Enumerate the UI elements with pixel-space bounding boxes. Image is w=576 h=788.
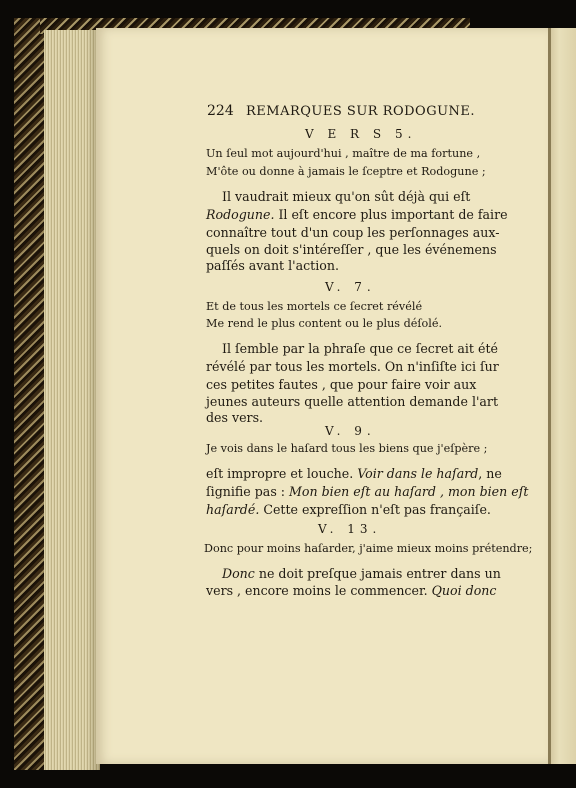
section-heading: V. 7. [325,280,376,294]
section-heading: V E R S 5. [305,127,417,141]
verse-line: Je vois dans le haſard tous les biens que j'eſpère ; [206,442,488,455]
prose-line [206,583,496,599]
italic-run: Donc [222,566,255,581]
prose-line [206,359,499,375]
text-run: Il ſemble par la phraſe que ce ſecret ait été [222,341,498,356]
prose-line [206,225,500,241]
prose-line [206,207,508,223]
italic-run: Rodogune. [206,207,275,222]
text-run: ſignifie pas : [206,484,290,499]
text-run: des vers. [206,410,264,425]
italic-run: Quoi donc [431,583,497,598]
verse-line: Un ſeul mot aujourd'hui , maître de ma fortune , [206,147,481,160]
prose-line [206,484,528,500]
section-heading: V. 13. [318,522,382,536]
prose-line [222,341,498,357]
italic-run: Mon bien eſt au haſard , mon bien eſt [289,484,529,499]
prose-line [222,566,501,582]
text-run: ne doit preſque jamais entrer dans un [254,566,501,581]
text-run: Il eſt encore plus important de faire [274,207,508,222]
text-run: Cette expreſſion n'eſt pas françaiſe. [259,502,491,517]
prose-line [206,502,491,518]
page-number: 224 [207,103,234,119]
prose-line [206,377,476,393]
italic-run: Voir dans le haſard [357,466,479,481]
verse-line: Me rend le plus content ou le plus déſolé. [206,317,443,330]
text-run: eſt impropre et louche. [206,466,358,481]
text-run: quels on doit s'intéreſſer , que les événemens [206,242,497,257]
text-run: connaître tout d'un coup les perſonnages aux- [206,225,500,240]
prose-line [206,466,502,482]
prose-line [206,242,497,258]
prose-line [206,394,498,410]
text-run: Il vaudrait mieux qu'on sût déjà qui eſt [222,189,471,204]
section-heading: V. 9. [325,424,376,438]
text-run: paſſés avant l'action. [206,258,339,273]
book-spine-binding [14,18,48,770]
verse-line: Donc pour moins haſarder, j'aime mieux moins prétendre; [204,542,533,555]
text-run: ces petites fautes , que pour faire voir aux [206,377,477,392]
text-run: vers , encore moins le commencer. [206,583,432,598]
verse-line: Et de tous les mortels ce ſecret révélé [206,300,423,313]
running-title: REMARQUES SUR RODOGUNE. [246,104,476,119]
text-run: jeunes auteurs quelle attention demande l'art [206,394,499,409]
italic-run: haſardé. [206,502,260,517]
right-page-sliver [548,28,576,764]
prose-line [206,410,263,426]
text-run: révélé par tous les mortels. On n'inſiſte ici ſur [206,359,499,374]
text-run: , ne [478,466,502,481]
prose-line [206,258,339,274]
prose-line [222,189,470,205]
verse-line: M'ôte ou donne à jamais le ſceptre et Rodogune ; [206,165,486,178]
page-gutter [548,28,551,764]
